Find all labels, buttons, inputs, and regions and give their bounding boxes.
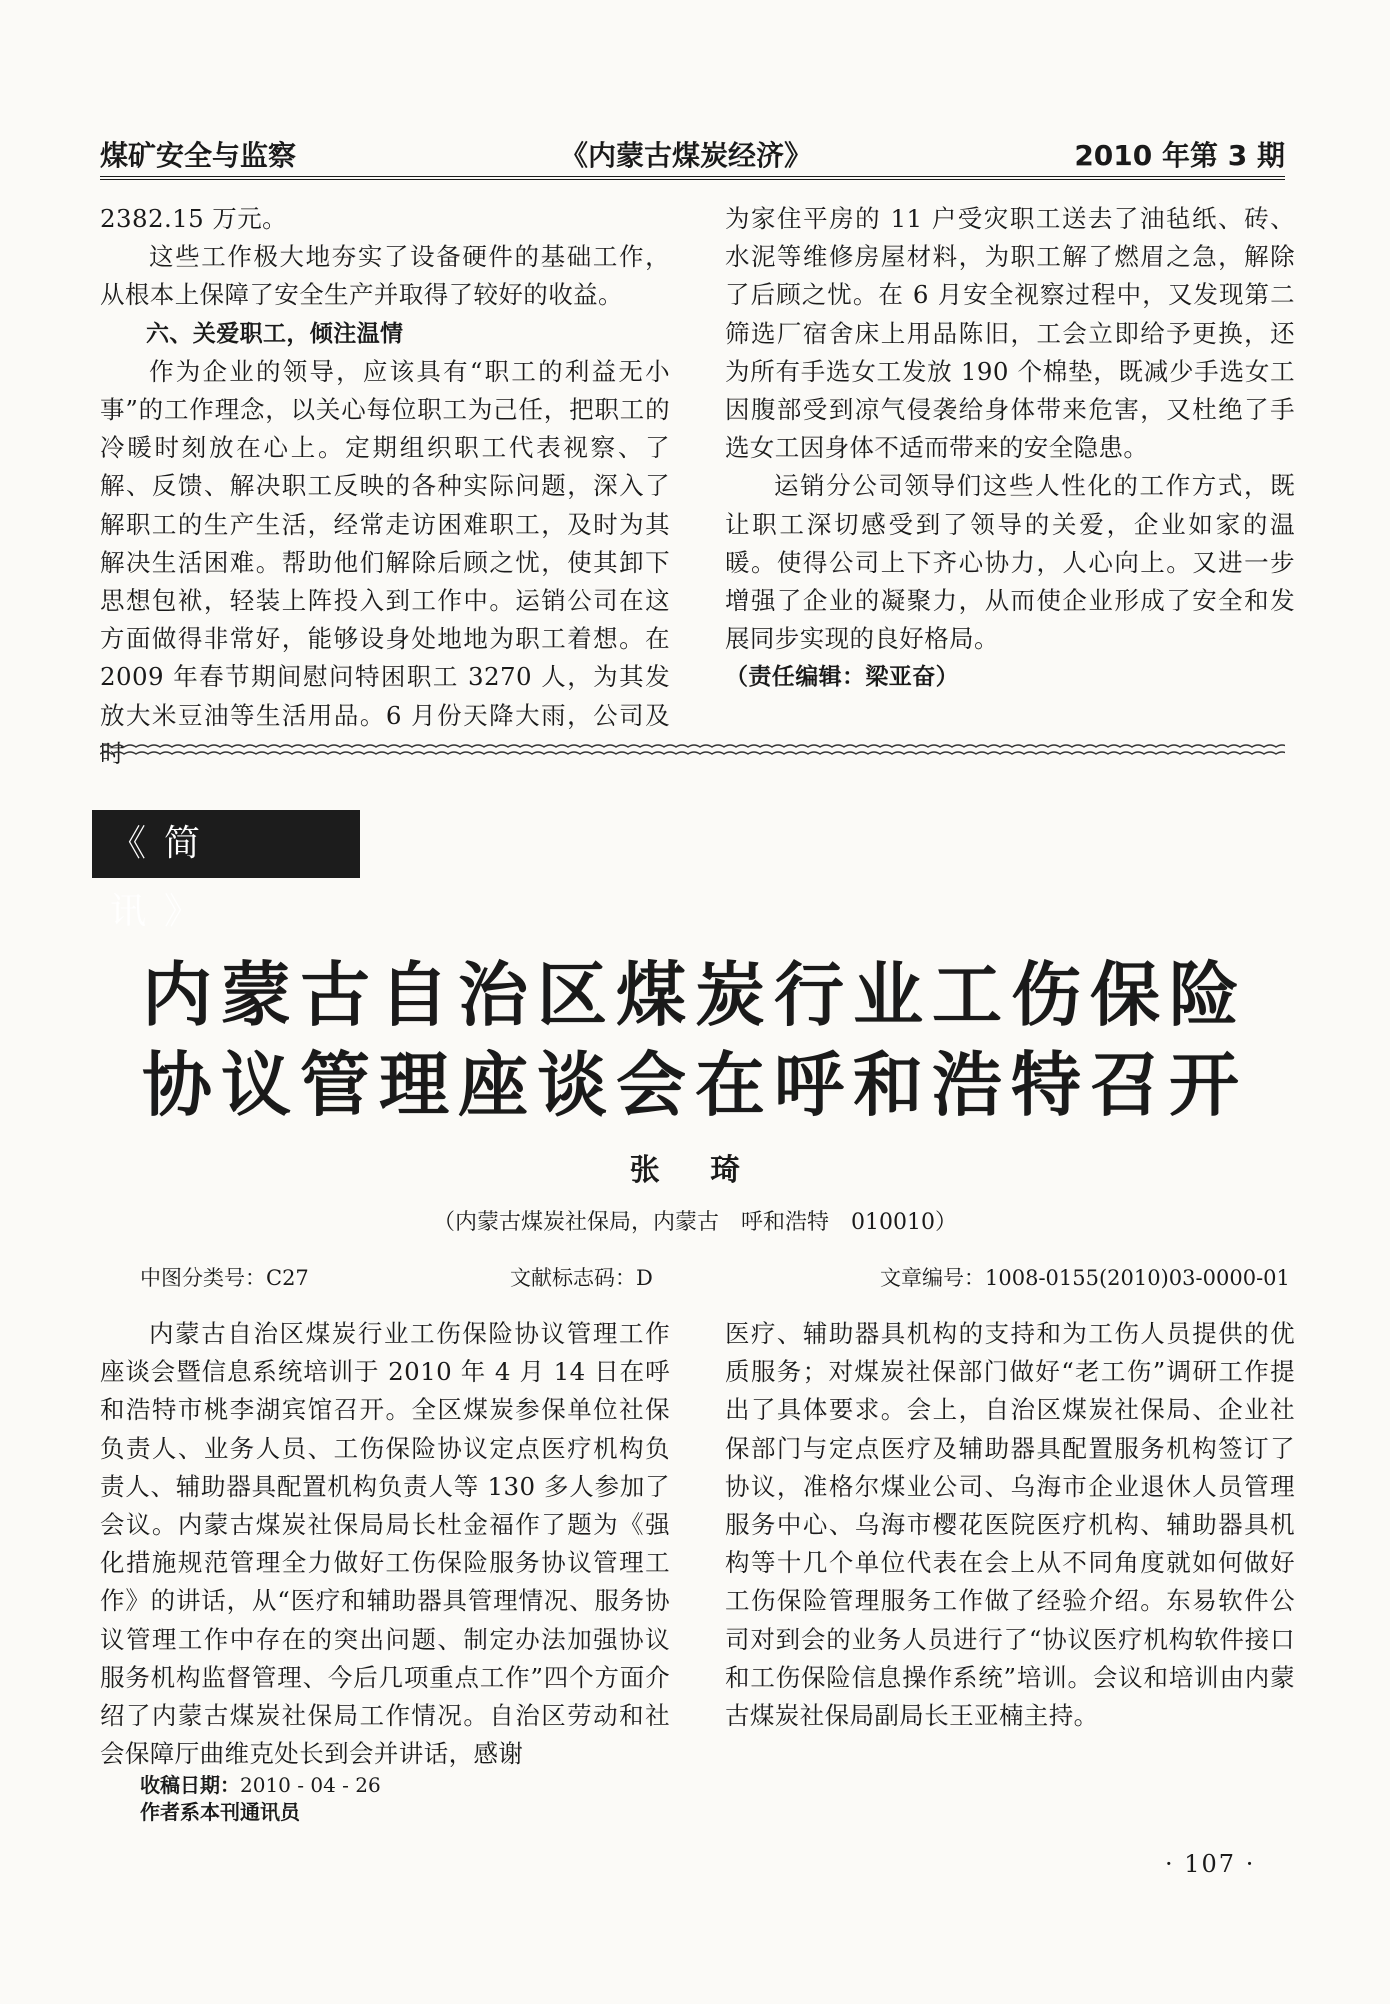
section-tag: 《简 讯》 bbox=[92, 810, 360, 878]
article-right-column bbox=[725, 1315, 1295, 1735]
paragraph: 为家住平房的 11 户受灾职工送去了油毡纸、砖、水泥等维修房屋材料，为职工解了燃眉之急，解除了后顾之忧。在 6 月安全视察过程中，又发现第二筛选厂宿舍床上用品陈旧，工会立即给予更换，还为所有手选女工发放 190 个棉垫，既减少手选女工因腹部受到凉气侵袭给身体带来危害，又杜绝了手选女工因身体不适而带来的安全隐患。 bbox=[725, 204, 1295, 463]
paragraph: 2382.15 万元。 bbox=[100, 204, 288, 233]
editor-credit: （责任编辑：梁亚奋） bbox=[725, 664, 959, 691]
document-code: 文献标志码：D bbox=[510, 1266, 653, 1290]
article-title bbox=[100, 950, 1290, 1130]
section-heading: 六、关爱职工，倾注温情 bbox=[146, 320, 404, 347]
running-header bbox=[100, 128, 1285, 180]
received-date-line bbox=[140, 1772, 381, 1799]
prev-article-left-column bbox=[100, 200, 670, 773]
classification-number: 中图分类号：C27 bbox=[140, 1266, 309, 1290]
prev-article-right-column bbox=[725, 200, 1295, 697]
title-line: 内蒙古自治区煤炭行业工伤保险 bbox=[142, 954, 1248, 1036]
paragraph: 作为企业的领导，应该具有“职工的利益无小事”的工作理念，以关心每位职工为己任，把职工的冷暖时刻放在心上。定期组织职工代表视察、了解、反馈、解决职工反映的各种实际问题，深入了解职工的生产生活，经常走访困难职工，及时为其解决生活困难。帮助他们解除后顾之忧，使其卸下思想包袱，轻装上阵投入到工作中。运销公司在这方面做得非常好，能够设身处地地为职工着想。在2009 年春节期间慰问特困职工 3270 人，为其发放大米豆油等生活用品。6 月份天降大雨，公司及时 bbox=[100, 356, 670, 768]
footnote bbox=[140, 1772, 381, 1826]
received-date: 2010 - 04 - 26 bbox=[240, 1773, 381, 1797]
header-issue: 2010 年第 3 期 bbox=[1074, 139, 1285, 172]
article-left-column bbox=[100, 1315, 670, 1773]
article-author: 张 琦 bbox=[629, 1153, 761, 1188]
paragraph: 这些工作极大地夯实了设备硬件的基础工作，从根本上保障了安全生产并取得了较好的收益。 bbox=[100, 242, 670, 310]
article-number: 文章编号：1008-0155(2010)03-0000-01 bbox=[880, 1266, 1290, 1290]
received-label: 收稿日期： bbox=[140, 1773, 240, 1797]
paragraph: 内蒙古自治区煤炭行业工伤保险协议管理工作座谈会暨信息系统培训于 2010 年 4 月 14 日在呼和浩特市桃李湖宾馆召开。全区煤炭参保单位社保负责人、业务人员、工伤保险协议定点医疗机构负责人、辅助器具配置机构负责人等 130 多人参加了会议。内蒙古煤炭社保局局长杜金福作了题为《强化措施规范管理全力做好工伤保险服务协议管理工作》的讲话，从“医疗和辅助器具管理情况、服务协议管理工作中存在的突出问题、制定办法加强协议服务机构监督管理、今后几项重点工作”四个方面介绍了内蒙古煤炭社保局工作情况。自治区劳动和社会保障厅曲维克处长到会并讲话，感谢 bbox=[100, 1319, 670, 1769]
header-section-name: 煤矿安全与监察 bbox=[100, 139, 297, 172]
wavy-divider bbox=[100, 740, 1285, 760]
title-line: 协议管理座谈会在呼和浩特召开 bbox=[142, 1044, 1248, 1126]
paragraph: 运销分公司领导们这些人性化的工作方式，既让职工深切感受到了领导的关爱，企业如家的温暖。使得公司上下齐心协力，人心向上。又进一步增强了企业的凝聚力，从而使企业形成了安全和发展同步实现的良好格局。 bbox=[725, 471, 1295, 654]
author-note: 作者系本刊通讯员 bbox=[140, 1800, 300, 1824]
header-journal-name: 《内蒙古煤炭经济》 bbox=[560, 139, 813, 172]
author-affiliation: （内蒙古煤炭社保局，内蒙古 呼和浩特 010010） bbox=[433, 1210, 957, 1235]
paragraph: 医疗、辅助器具机构的支持和为工伤人员提供的优质服务；对煤炭社保部门做好“老工伤”调研工作提出了具体要求。会上，自治区煤炭社保局、企业社保部门与定点医疗及辅助器具配置服务机构签订了协议，准格尔煤业公司、乌海市企业退休人员管理服务中心、乌海市樱花医院医疗机构、辅助器具机构等十几个单位代表在会上从不同角度就如何做好工伤保险管理服务工作做了经验介绍。东易软件公司对到会的业务人员进行了“协议医疗机构软件接口和工伤保险信息操作系统”培训。会议和培训由内蒙古煤炭社保局副局长王亚楠主持。 bbox=[725, 1319, 1295, 1731]
page-number: · 107 · bbox=[1165, 1850, 1256, 1878]
